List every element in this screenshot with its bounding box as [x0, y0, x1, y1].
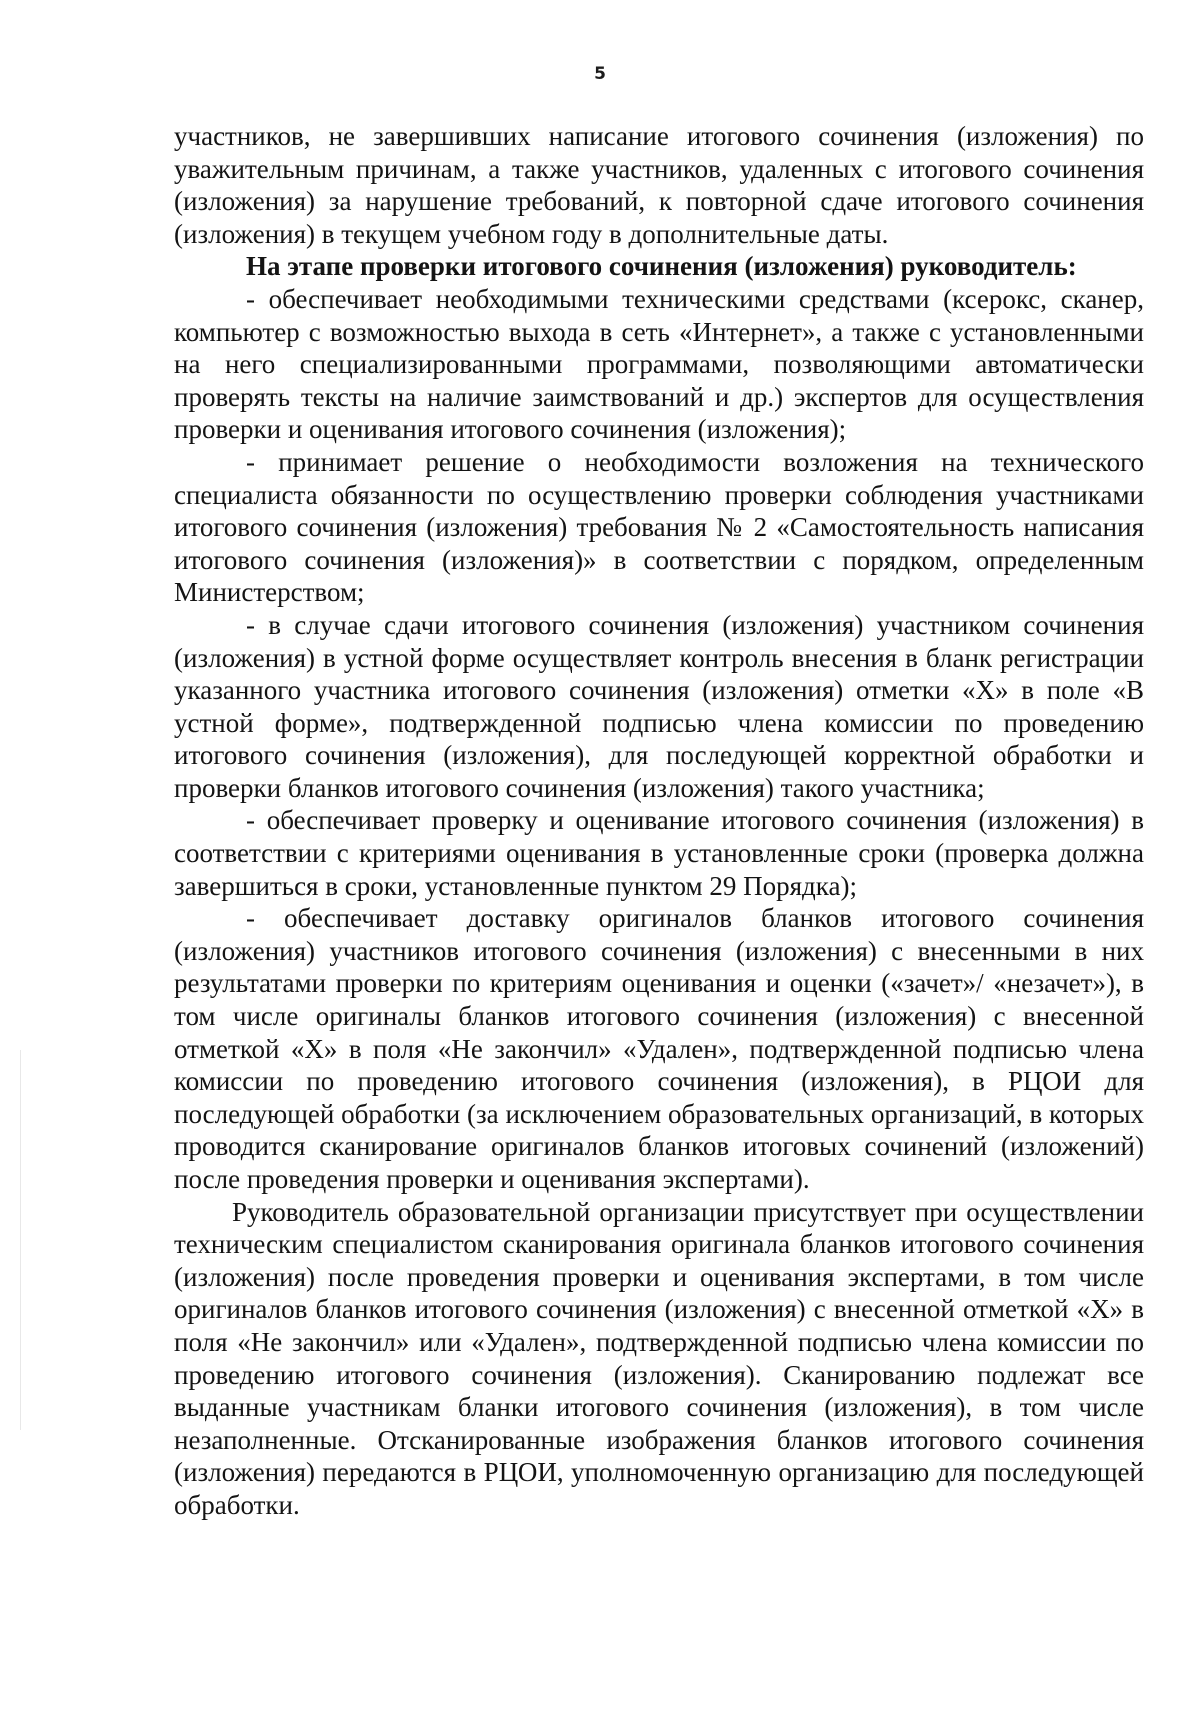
- list-item-evaluation: - обеспечивает проверку и оценивание итогового сочинения (изложения) в соответствии с критериями оценивания в установленные сроки (проверка должна завершиться в сроки, установленные пунктом 29 Порядка);: [174, 805, 1144, 901]
- list-item-oral-form: - в случае сдачи итогового сочинения (изложения) участником сочинения (изложения) в устной форме осуществляет контроль внесения в бланк регистрации указанного участника итогового сочинения (изложения) отметки «Х» в поле «В устной форме», подтвержденной подписью члена комиссии по проведению итогового сочинения (изложения), для последующей корректной обработки и проверки бланков итогового сочинения (изложения) такого участника;: [174, 609, 1144, 803]
- scan-artifact-line: [20, 1050, 21, 1430]
- section-heading: На этапе проверки итогового сочинения (изложения) руководитель:: [246, 251, 1077, 282]
- list-item-technical-means: - обеспечивает необходимыми техническими средствами (ксерокс, сканер, компьютер с возможностью выхода в сеть «Интернет», а также с установленными на него специализированными программами, позволяющими автоматически проверять тексты на наличие заимствований и др.) экспертов для осуществления проверки и оценивания итогового сочинения (изложения);: [174, 283, 1144, 445]
- paragraph-scanning: Руководитель образовательной организации присутствует при осуществлении техническим специалистом сканирования оригинала бланков итогового сочинения (изложения) после проведения проверки и оценивания экспертами, в том числе оригиналов бланков итогового сочинения (изложения) с внесенной отметкой «Х» в поля «Не закончил» или «Удален», подтвержденной подписью члена комиссии по проведению итогового сочинения (изложения). Сканированию подлежат все выданные участникам бланки итогового сочинения (изложения), в том числе незаполненные. Отсканированные изображения бланков итогового сочинения (изложения) передаются в РЦОИ, уполномоченную организацию для последующей обработки.: [174, 1196, 1144, 1520]
- page-number: 5: [594, 64, 606, 84]
- list-item-delivery: - обеспечивает доставку оригиналов бланков итогового сочинения (изложения) участников итогового сочинения (изложения) с внесенными в них результатами проверки по критериям оценивания и оценки («зачет»/ «незачет»), в том числе оригиналы бланков итогового сочинения (изложения) с внесенной отметкой «Х» в поля «Не закончил» «Удален», подтвержденной подписью члена комиссии по проведению итогового сочинения (изложения), в РЦОИ для последующей обработки (за исключением образовательных организаций, в которых проводится сканирование оригиналов бланков итоговых сочинений (изложений) после проведения проверки и оценивания экспертами).: [174, 903, 1144, 1194]
- list-item-technical-specialist: - принимает решение о необходимости возложения на технического специалиста обязанности по осуществлению проверки соблюдения участниками итогового сочинения (изложения) требования № 2 «Самостоятельность написания итогового сочинения (изложения)» в соответствии с порядком, определенным Министерством;: [174, 446, 1144, 608]
- paragraph-continuation: участников, не завершивших написание итогового сочинения (изложения) по уважительным причинам, а также участников, удаленных с итогового сочинения (изложения) за нарушение требований, к повторной сдаче итогового сочинения (изложения) в текущем учебном году в дополнительные даты.: [174, 121, 1144, 249]
- document-body: [174, 120, 1144, 1522]
